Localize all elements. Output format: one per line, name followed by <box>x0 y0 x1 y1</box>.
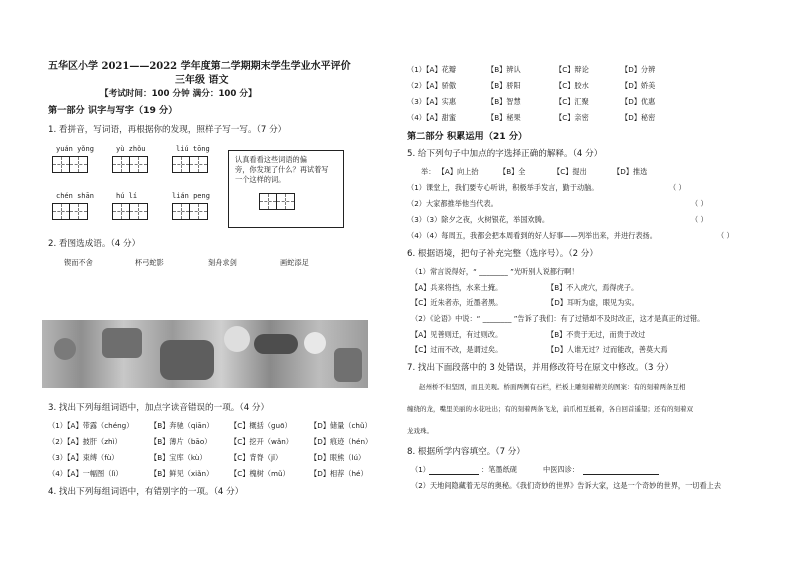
idiom-illustration-image <box>42 320 368 388</box>
hint-line-2: 旁，你发现了什么？再试着写 <box>235 165 329 174</box>
q3-r1-a: （1）【A】带露（chénɡ） <box>48 421 134 430</box>
q8-line2: （2）天地间隐藏着无尽的奥秘。《我们奇妙的世界》告诉大家，这是一个奇妙的世界，一切看上去 <box>411 481 722 490</box>
q3-prompt: 3. 找出下列每组词语中，加点字读音错误的一项。（4 分） <box>48 403 270 413</box>
hint-line-3: 一个这样的词。 <box>235 175 286 184</box>
q4-r3-d: 【D】优惠 <box>621 97 656 106</box>
q4-r2-d: 【D】娇美 <box>621 81 656 90</box>
q5-prompt: 5. 给下列句子中加点的字选择正确的解释。（4 分） <box>407 149 603 159</box>
right-column <box>397 0 794 562</box>
q5-paren-1[interactable]: （ ） <box>669 183 686 192</box>
idiom-3: 刻舟求剑 <box>208 258 237 267</box>
q5-item-4: （4）（4）每周五，我都会把本周看到的好人好事——列举出来，并进行表扬。 <box>407 231 657 240</box>
pinyin-6: lián peng <box>172 192 210 200</box>
q6-s2-opt-b: 【B】不贵于无过，而贵于改过 <box>547 330 646 339</box>
q6-s2-opt-d: 【D】人谁无过？过而能改，善莫大焉 <box>547 345 668 354</box>
exam-info: 【考试时间：100 分钟 满分：100 分】 <box>100 89 257 99</box>
pinyin-3: liú tōng <box>176 145 210 153</box>
q4-r4-b: 【B】秘果 <box>487 113 521 122</box>
q7-para-line-2: 缠绕的龙，嘴里美丽的水花吐出；有的刻着两条飞龙，前爪相互抵着，各自回首遥望；还有的刻着双 <box>407 405 693 413</box>
q4-prompt: 4. 找出下列每组词语中，有错别字的一项。（4 分） <box>48 487 244 497</box>
q6-s2-opt-c: 【C】过而不改，是谓过矣。 <box>411 345 503 354</box>
q4-r3-a: （3）【A】实惠 <box>407 97 457 106</box>
q8-blank-2[interactable] <box>583 474 659 475</box>
q3-r1-b: 【B】奔驰（qiān） <box>150 421 214 430</box>
q3-r4-b: 【B】鲜见（xiǎn） <box>150 469 214 478</box>
pinyin-2: yù zhǒu <box>116 145 146 153</box>
q5-opt-c: 【C】提出 <box>553 167 587 176</box>
q4-r3-c: 【C】汇聚 <box>555 97 589 106</box>
q3-r2-b: 【B】薄片（bāo） <box>150 437 212 446</box>
part1-heading: 第一部分 识字与写字（19 分） <box>48 105 178 116</box>
q6-s1-opt-c: 【C】近朱者赤，近墨者黑。 <box>411 298 503 307</box>
q7-prompt: 7. 找出下面段落中的 3 处错误，并用修改符号在原文中修改。（3 分） <box>407 363 674 373</box>
exam-title: 五华区小学 2021——2022 学年度第二学期期末学生学业水平评价 <box>48 61 351 72</box>
hint-box <box>228 150 344 228</box>
q7-para-line-1: 赵州桥不但坚固，而且美观。桥面两侧有石栏，栏板上雕刻着精美的图案：有的刻着两条互相 <box>419 383 686 391</box>
q4-r1-c: 【C】辩论 <box>555 65 589 74</box>
q3-r1-c: 【C】概括（ɡuō） <box>230 421 292 430</box>
q6-s2-opt-a: 【A】见善则迁，有过则改。 <box>411 330 503 339</box>
q5-item-1: （1）课堂上，我们要专心听讲，积极举手发言，勤于动脑。 <box>407 183 599 192</box>
q4-r2-c: 【C】胶水 <box>555 81 589 90</box>
q4-r1-b: 【B】辨认 <box>487 65 521 74</box>
idiom-2: 杯弓蛇影 <box>135 258 164 267</box>
q1-prompt: 1. 看拼音，写词语，再根据你的发现，照样子写一写。（7 分） <box>48 125 287 135</box>
q3-r3-c: 【C】背脊（jǐ） <box>230 453 283 462</box>
hint-writing-grid[interactable] <box>259 193 295 210</box>
q5-item-3: （3）（3）除夕之夜，火树银花，举国欢腾。 <box>407 215 550 224</box>
exam-subtitle: 三年级 语文 <box>175 75 229 86</box>
q3-r2-a: （2）【A】披肝（zhì） <box>48 437 122 446</box>
q6-s1-opt-a: 【A】兵来将挡，水来土掩。 <box>411 283 503 292</box>
q3-r2-c: 【C】挖开（wǎn） <box>230 437 293 446</box>
q3-r4-a: （4）【A】一幅图（lì） <box>48 469 123 478</box>
q8-line1-a: （1） <box>411 465 430 474</box>
q4-r4-a: （4）【A】甜蜜 <box>407 113 457 122</box>
q3-r3-b: 【B】宝库（kù） <box>150 453 207 462</box>
part2-heading: 第二部分 积累运用（21 分） <box>407 131 528 142</box>
q4-r1-d: 【D】分辨 <box>621 65 656 74</box>
idiom-4: 画蛇添足 <box>280 258 309 267</box>
q5-paren-2[interactable]: （ ） <box>691 199 708 208</box>
q4-r4-c: 【C】亲密 <box>555 113 589 122</box>
q8-line1-c: 中医四诊： <box>543 465 579 474</box>
writing-grid-2[interactable] <box>112 156 148 173</box>
q4-r4-d: 【D】秘密 <box>621 113 656 122</box>
q6-s1-opt-d: 【D】耳听为虚，眼见为实。 <box>547 298 639 307</box>
q2-prompt: 2. 看图选成语。（4 分） <box>48 239 141 249</box>
q6-prompt: 6. 根据语境，把句子补充完整（选序号）。（2 分） <box>407 249 599 259</box>
q4-r2-a: （2）【A】骄傲 <box>407 81 457 90</box>
pinyin-1: yuán yǒng <box>56 145 94 153</box>
q5-opt-a: 举： 【A】向上抬 <box>421 167 479 176</box>
q3-r3-a: （3）【A】束缚（fù） <box>48 453 119 462</box>
writing-grid-3[interactable] <box>172 156 208 173</box>
q4-r2-b: 【B】骄阳 <box>487 81 521 90</box>
q5-paren-4[interactable]: （ ） <box>717 231 734 240</box>
q3-r4-d: 【D】相荐（hé） <box>310 469 368 478</box>
writing-grid-5[interactable] <box>112 203 148 220</box>
q6-s1-opt-b: 【B】不入虎穴，焉得虎子。 <box>547 283 639 292</box>
q5-opt-b: 【B】全 <box>499 167 526 176</box>
idiom-1: 锲而不舍 <box>64 258 93 267</box>
q3-r3-d: 【D】眼熊（lú） <box>310 453 366 462</box>
hint-line-1: 认真看看这些词语的偏 <box>235 155 307 164</box>
pinyin-5: hú lí <box>116 192 138 200</box>
writing-grid-4[interactable] <box>52 203 88 220</box>
q7-para-line-3: 龙戏珠。 <box>407 427 433 435</box>
q5-item-2: （2）大家都推举他当代表。 <box>407 199 498 208</box>
q8-blank-1[interactable] <box>429 474 479 475</box>
q4-r1-a: （1）【A】花瓣 <box>407 65 457 74</box>
writing-grid-6[interactable] <box>172 203 208 220</box>
pinyin-4: chén shān <box>56 192 94 200</box>
q6-sentence-2: （2）《论语》中说：“ ________ ”告诉了我们：有了过错却不及时改正，这才是真正的过错。 <box>411 314 705 323</box>
q3-r4-c: 【C】槐树（mǔ） <box>230 469 290 478</box>
q6-sentence-1: （1）常言说得好，“ ________ ”光听别人说都行啊！ <box>411 267 579 276</box>
q3-r2-d: 【D】痕迹（hén） <box>310 437 373 446</box>
writing-grid-1[interactable] <box>52 156 88 173</box>
q8-prompt: 8. 根据所学内容填空。（7 分） <box>407 447 525 457</box>
q4-r3-b: 【B】智慧 <box>487 97 521 106</box>
q3-r1-d: 【D】储量（chǔ） <box>310 421 372 430</box>
q5-paren-3[interactable]: （ ） <box>691 215 708 224</box>
q8-line1-b: ：笔墨纸砚 <box>481 465 517 474</box>
q5-opt-d: 【D】推选 <box>613 167 648 176</box>
